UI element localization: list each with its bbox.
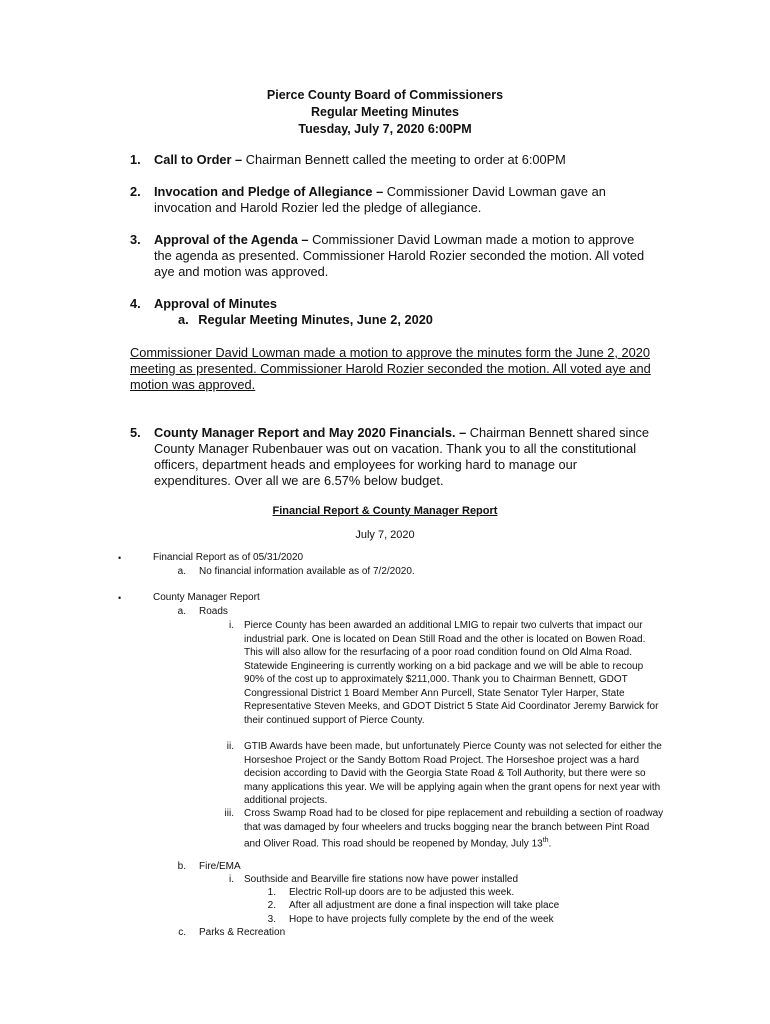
bullet-icon: • xyxy=(118,553,122,563)
item-title: Approval of the Agenda – xyxy=(154,232,309,247)
meeting-date: Tuesday, July 7, 2020 6:00PM xyxy=(298,122,472,136)
subitem-marker: c. xyxy=(178,927,186,938)
number-marker: 1. xyxy=(267,887,276,898)
roman-marker: i. xyxy=(229,620,234,631)
roads-item-gtib: GTIB Awards have been made, but unfortunately Pierce County was not selected for either the Horseshoe Project or the Sandy Bottom Road Project. The Horseshoe project was a hard decision according to David with the Georgia State Road & Toll Authority, but there were so many applications this year. We will be applying again when the grant opens for next year with additional projects. xyxy=(244,741,662,806)
superscript: th xyxy=(542,837,549,844)
report-title: Financial Report & County Manager Report xyxy=(272,505,498,517)
fire-ema-item: Southside and Bearville fire stations now have power installed xyxy=(244,874,519,885)
roads-label: Roads xyxy=(199,606,228,617)
subitem-marker: a. xyxy=(178,312,189,327)
roman-marker: ii. xyxy=(226,741,234,752)
minutes-approval-paragraph: Commissioner David Lowman made a motion to approve the minutes form the June 2, 2020 meeting as presented. Commissioner Harold Rozier seconded the motion. All voted aye and motion was approved. xyxy=(130,345,651,392)
fire-ema-subitem: Hope to have projects fully complete by the end of the week xyxy=(289,914,554,925)
document-subtitle: Regular Meeting Minutes xyxy=(311,105,459,119)
financial-report-label: Financial Report as of 05/31/2020 xyxy=(153,552,304,563)
report-date: July 7, 2020 xyxy=(355,529,415,541)
item-title: Invocation and Pledge of Allegiance – xyxy=(154,184,384,199)
roads-item-lmig: Pierce County has been awarded an additional LMIG to repair two culverts that impact our industrial park. One is located on Dean Still Road and the other is located on Bowen Road. This will also allow for the resurfacing of a poor road condition found on Old Alma Road. Statewide Engineering is currently working on a bid package and we will be able to recoup 90% of the cost up to approximately $211,000. Thank you to Chairman Bennett, GDOT Congressional District 1 Board Member Ann Purcell, State Senator Tyler Harper, State Representative Steven Meeks, and GDOT District 5 State Aid Coordinator Jeremy Barwick for their continued support of Pierce County. xyxy=(244,620,659,726)
agenda-item-3 xyxy=(130,232,650,280)
fire-ema-label: Fire/EMA xyxy=(199,861,241,872)
number-marker: 3. xyxy=(267,914,276,925)
roads-item-cross-swamp xyxy=(244,807,664,851)
item-number: 5. xyxy=(130,425,141,440)
subitem-text: Regular Meeting Minutes, June 2, 2020 xyxy=(198,312,433,327)
agenda-item-5 xyxy=(130,425,650,489)
bullet-icon: • xyxy=(118,593,122,603)
item-number: 1. xyxy=(130,152,141,167)
item-text: Commissioner David Lowman made a motion to approve the agenda as presented. Commissioner Harold Rozier seconded the motion. All voted aye and motion was approved. xyxy=(154,232,645,279)
roads-item-tail: . xyxy=(548,838,552,850)
agenda-item-4 xyxy=(130,296,650,312)
item-number: 3. xyxy=(130,232,141,247)
number-marker: 2. xyxy=(267,900,276,911)
roads-item-text: Cross Swamp Road had to be closed for pipe replacement and rebuilding a section of roadway that was damaged by four wheelers and trucks bogging near the branch between Pint Road and Oliver Road. This road should be reopened by Monday, July 13 xyxy=(244,808,664,850)
roman-marker: iii. xyxy=(224,808,234,819)
parks-rec-label: Parks & Recreation xyxy=(199,927,286,938)
manager-report-label: County Manager Report xyxy=(153,592,260,603)
item-title: Call to Order – xyxy=(154,152,243,167)
item-number: 4. xyxy=(130,296,141,311)
subitem-marker: a. xyxy=(177,566,186,577)
item-title: County Manager Report and May 2020 Financials. – xyxy=(154,425,467,440)
financial-report-note: No financial information available as of 7/2/2020. xyxy=(199,566,415,577)
subitem-marker: b. xyxy=(177,861,186,872)
subitem-marker: a. xyxy=(177,606,186,617)
item-text: Chairman Bennett called the meeting to order at 6:00PM xyxy=(242,152,566,167)
fire-ema-subitem: Electric Roll-up doors are to be adjusted this week. xyxy=(289,887,515,898)
document-title: Pierce County Board of Commissioners xyxy=(266,88,504,102)
item-number: 2. xyxy=(130,184,141,199)
fire-ema-subitem: After all adjustment are done a final inspection will take place xyxy=(289,900,560,911)
agenda-item-1 xyxy=(130,152,650,168)
roman-marker: i. xyxy=(229,874,234,885)
item-text: Commissioner David Lowman gave an invocation and Harold Rozier led the pledge of allegiance. xyxy=(154,184,606,215)
agenda-item-4a xyxy=(178,312,598,328)
item-title: Approval of Minutes xyxy=(154,296,277,311)
agenda-item-2 xyxy=(130,184,650,216)
item-text: Chairman Bennett shared since County Manager Rubenbauer was out on vacation. Thank you to all the constitutional officers, department heads and employees for working hard to manage our expenditures. Over all we are 6.57% below budget. xyxy=(154,425,649,488)
